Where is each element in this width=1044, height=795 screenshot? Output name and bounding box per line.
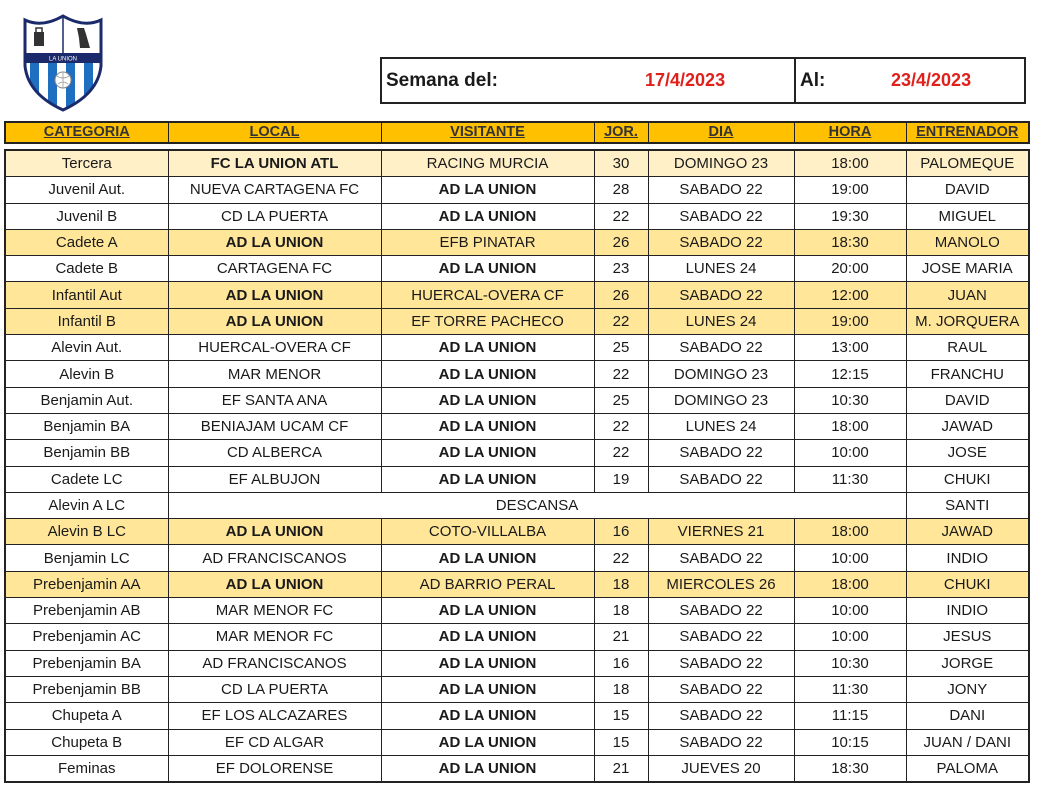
cell-jor: 22 <box>594 308 648 334</box>
cell-visitante: RACING MURCIA <box>381 150 594 177</box>
cell-dia: SABADO 22 <box>648 624 794 650</box>
cell-entrenador: CHUKI <box>906 571 1029 597</box>
cell-categoria: Infantil B <box>5 308 168 334</box>
cell-visitante: AD LA UNION <box>381 335 594 361</box>
cell-local: CD ALBERCA <box>168 440 381 466</box>
table-row <box>5 282 1029 308</box>
col-header-visitante: VISITANTE <box>381 122 594 143</box>
col-header-jor: JOR. <box>594 122 648 143</box>
cell-jor: 22 <box>594 440 648 466</box>
col-header-hora: HORA <box>794 122 906 143</box>
cell-local: NUEVA CARTAGENA FC <box>168 177 381 203</box>
cell-hora: 10:30 <box>794 387 906 413</box>
cell-entrenador: MANOLO <box>906 229 1029 255</box>
cell-jor: 21 <box>594 755 648 782</box>
cell-jor: 16 <box>594 519 648 545</box>
cell-visitante: AD LA UNION <box>381 755 594 782</box>
cell-visitante: AD LA UNION <box>381 387 594 413</box>
cell-entrenador: DAVID <box>906 177 1029 203</box>
cell-entrenador: JOSE MARIA <box>906 256 1029 282</box>
cell-categoria: Alevin A LC <box>5 492 168 518</box>
cell-local: MAR MENOR FC <box>168 598 381 624</box>
cell-dia: LUNES 24 <box>648 413 794 439</box>
cell-jor: 18 <box>594 598 648 624</box>
cell-visitante: AD LA UNION <box>381 177 594 203</box>
cell-dia: DOMINGO 23 <box>648 361 794 387</box>
col-header-local: LOCAL <box>168 122 381 143</box>
cell-categoria: Cadete A <box>5 229 168 255</box>
cell-hora: 10:15 <box>794 729 906 755</box>
cell-visitante: EFB PINATAR <box>381 229 594 255</box>
cell-jor: 26 <box>594 282 648 308</box>
cell-local: AD FRANCISCANOS <box>168 650 381 676</box>
table-row <box>5 703 1029 729</box>
cell-visitante: AD LA UNION <box>381 466 594 492</box>
cell-local: BENIAJAM UCAM CF <box>168 413 381 439</box>
cell-dia: SABADO 22 <box>648 466 794 492</box>
cell-visitante: AD LA UNION <box>381 676 594 702</box>
cell-local: AD FRANCISCANOS <box>168 545 381 571</box>
cell-visitante: COTO-VILLALBA <box>381 519 594 545</box>
col-header-entrenador: ENTRENADOR <box>906 122 1029 143</box>
cell-entrenador: JORGE <box>906 650 1029 676</box>
table-row <box>5 361 1029 387</box>
cell-categoria: Alevin B <box>5 361 168 387</box>
cell-visitante: AD LA UNION <box>381 413 594 439</box>
table-row <box>5 650 1029 676</box>
cell-hora: 18:30 <box>794 755 906 782</box>
cell-entrenador: DAVID <box>906 387 1029 413</box>
cell-jor: 18 <box>594 676 648 702</box>
cell-hora: 10:30 <box>794 650 906 676</box>
table-row <box>5 440 1029 466</box>
cell-categoria: Benjamin Aut. <box>5 387 168 413</box>
table-row <box>5 335 1029 361</box>
cell-categoria: Prebenjamin AB <box>5 598 168 624</box>
cell-dia: LUNES 24 <box>648 308 794 334</box>
cell-categoria: Prebenjamin AC <box>5 624 168 650</box>
cell-local: FC LA UNION ATL <box>168 150 381 177</box>
cell-hora: 19:00 <box>794 308 906 334</box>
cell-hora: 18:00 <box>794 413 906 439</box>
cell-dia: SABADO 22 <box>648 177 794 203</box>
cell-local: EF SANTA ANA <box>168 387 381 413</box>
table-row <box>5 624 1029 650</box>
cell-dia: DOMINGO 23 <box>648 387 794 413</box>
cell-visitante: AD LA UNION <box>381 598 594 624</box>
table-row <box>5 387 1029 413</box>
table-row <box>5 256 1029 282</box>
cell-dia: DOMINGO 23 <box>648 150 794 177</box>
cell-local: CD LA PUERTA <box>168 676 381 702</box>
cell-hora: 11:30 <box>794 466 906 492</box>
cell-jor: 28 <box>594 177 648 203</box>
cell-entrenador: JONY <box>906 676 1029 702</box>
cell-hora: 10:00 <box>794 598 906 624</box>
cell-hora: 19:00 <box>794 177 906 203</box>
cell-jor: 15 <box>594 729 648 755</box>
cell-jor: 22 <box>594 361 648 387</box>
table-row <box>5 308 1029 334</box>
cell-local: CD LA PUERTA <box>168 203 381 229</box>
cell-dia: SABADO 22 <box>648 703 794 729</box>
cell-jor: 22 <box>594 203 648 229</box>
cell-dia: SABADO 22 <box>648 203 794 229</box>
cell-dia: SABADO 22 <box>648 440 794 466</box>
cell-hora: 10:00 <box>794 440 906 466</box>
cell-dia: SABADO 22 <box>648 676 794 702</box>
cell-hora: 11:15 <box>794 703 906 729</box>
cell-local: MAR MENOR FC <box>168 624 381 650</box>
cell-visitante: AD LA UNION <box>381 729 594 755</box>
cell-categoria: Benjamin BB <box>5 440 168 466</box>
cell-jor: 25 <box>594 335 648 361</box>
cell-visitante: AD LA UNION <box>381 203 594 229</box>
cell-visitante: AD LA UNION <box>381 256 594 282</box>
table-row <box>5 492 1029 518</box>
cell-local: HUERCAL-OVERA CF <box>168 335 381 361</box>
header-row <box>5 122 1029 143</box>
cell-entrenador: JAWAD <box>906 519 1029 545</box>
cell-visitante: EF TORRE PACHECO <box>381 308 594 334</box>
cell-entrenador: FRANCHU <box>906 361 1029 387</box>
cell-dia: SABADO 22 <box>648 598 794 624</box>
cell-dia: SABADO 22 <box>648 282 794 308</box>
cell-entrenador: JUAN / DANI <box>906 729 1029 755</box>
week-to-date: 23/4/2023 <box>891 70 972 90</box>
cell-hora: 20:00 <box>794 256 906 282</box>
cell-entrenador: INDIO <box>906 598 1029 624</box>
cell-hora: 18:30 <box>794 229 906 255</box>
cell-entrenador: JAWAD <box>906 413 1029 439</box>
cell-hora: 13:00 <box>794 335 906 361</box>
table-row <box>5 150 1029 177</box>
table-row <box>5 519 1029 545</box>
cell-entrenador: SANTI <box>906 492 1029 518</box>
cell-hora: 12:15 <box>794 361 906 387</box>
cell-jor: 18 <box>594 571 648 597</box>
cell-jor: 22 <box>594 545 648 571</box>
cell-entrenador: M. JORQUERA <box>906 308 1029 334</box>
cell-categoria: Chupeta B <box>5 729 168 755</box>
cell-local: CARTAGENA FC <box>168 256 381 282</box>
table-row <box>5 571 1029 597</box>
cell-entrenador: RAUL <box>906 335 1029 361</box>
cell-jor: 19 <box>594 466 648 492</box>
cell-local: AD LA UNION <box>168 308 381 334</box>
table-row <box>5 466 1029 492</box>
col-header-categoria: CATEGORIA <box>5 122 168 143</box>
cell-jor: 30 <box>594 150 648 177</box>
table-row <box>5 545 1029 571</box>
cell-entrenador: CHUKI <box>906 466 1029 492</box>
cell-entrenador: PALOMEQUE <box>906 150 1029 177</box>
cell-local: AD LA UNION <box>168 282 381 308</box>
cell-categoria: Prebenjamin BA <box>5 650 168 676</box>
cell-jor: 22 <box>594 413 648 439</box>
table-row <box>5 755 1029 782</box>
cell-entrenador: JOSE <box>906 440 1029 466</box>
cell-visitante: AD LA UNION <box>381 440 594 466</box>
table-row <box>5 729 1029 755</box>
cell-hora: 18:00 <box>794 571 906 597</box>
cell-dia: VIERNES 21 <box>648 519 794 545</box>
cell-jor: 25 <box>594 387 648 413</box>
cell-hora: 11:30 <box>794 676 906 702</box>
cell-categoria: Prebenjamin BB <box>5 676 168 702</box>
table-row <box>5 203 1029 229</box>
cell-hora: 12:00 <box>794 282 906 308</box>
cell-categoria: Alevin Aut. <box>5 335 168 361</box>
week-from-label: Semana del: <box>386 69 498 91</box>
col-header-dia: DIA <box>648 122 794 143</box>
cell-dia: SABADO 22 <box>648 545 794 571</box>
cell-hora: 10:00 <box>794 624 906 650</box>
cell-categoria: Alevin B LC <box>5 519 168 545</box>
cell-categoria: Chupeta A <box>5 703 168 729</box>
cell-categoria: Tercera <box>5 150 168 177</box>
cell-categoria: Cadete B <box>5 256 168 282</box>
cell-entrenador: JESUS <box>906 624 1029 650</box>
week-from <box>382 59 796 102</box>
cell-entrenador: JUAN <box>906 282 1029 308</box>
cell-local: AD LA UNION <box>168 519 381 545</box>
cell-hora: 18:00 <box>794 150 906 177</box>
cell-visitante: AD LA UNION <box>381 545 594 571</box>
cell-local: EF DOLORENSE <box>168 755 381 782</box>
cell-categoria: Benjamin LC <box>5 545 168 571</box>
table-row <box>5 598 1029 624</box>
table-row <box>5 413 1029 439</box>
cell-local: AD LA UNION <box>168 229 381 255</box>
cell-categoria: Juvenil Aut. <box>5 177 168 203</box>
club-crest-icon <box>22 14 104 112</box>
cell-entrenador: MIGUEL <box>906 203 1029 229</box>
cell-categoria: Juvenil B <box>5 203 168 229</box>
cell-local: EF ALBUJON <box>168 466 381 492</box>
cell-descansa: DESCANSA <box>168 492 906 518</box>
cell-visitante: AD BARRIO PERAL <box>381 571 594 597</box>
cell-local: EF CD ALGAR <box>168 729 381 755</box>
cell-local: EF LOS ALCAZARES <box>168 703 381 729</box>
cell-jor: 26 <box>594 229 648 255</box>
cell-entrenador: PALOMA <box>906 755 1029 782</box>
cell-hora: 10:00 <box>794 545 906 571</box>
cell-visitante: AD LA UNION <box>381 624 594 650</box>
week-range-box <box>380 57 1026 104</box>
cell-visitante: AD LA UNION <box>381 703 594 729</box>
cell-entrenador: INDIO <box>906 545 1029 571</box>
cell-categoria: Benjamin BA <box>5 413 168 439</box>
week-from-date: 17/4/2023 <box>645 70 726 90</box>
cell-local: AD LA UNION <box>168 571 381 597</box>
week-to <box>796 59 1024 102</box>
cell-dia: SABADO 22 <box>648 729 794 755</box>
cell-categoria: Cadete LC <box>5 466 168 492</box>
spacer-row <box>5 143 1029 150</box>
cell-jor: 16 <box>594 650 648 676</box>
schedule-table <box>4 121 1030 783</box>
cell-dia: SABADO 22 <box>648 335 794 361</box>
cell-visitante: HUERCAL-OVERA CF <box>381 282 594 308</box>
cell-dia: MIERCOLES 26 <box>648 571 794 597</box>
table-row <box>5 177 1029 203</box>
cell-categoria: Feminas <box>5 755 168 782</box>
spacer-cell <box>5 143 1029 150</box>
svg-text:LA UNION: LA UNION <box>48 56 78 63</box>
cell-visitante: AD LA UNION <box>381 361 594 387</box>
cell-hora: 19:30 <box>794 203 906 229</box>
week-to-label: Al: <box>800 69 826 91</box>
cell-dia: SABADO 22 <box>648 229 794 255</box>
cell-dia: SABADO 22 <box>648 650 794 676</box>
table-row <box>5 229 1029 255</box>
cell-entrenador: DANI <box>906 703 1029 729</box>
cell-jor: 21 <box>594 624 648 650</box>
cell-dia: JUEVES 20 <box>648 755 794 782</box>
table-row <box>5 676 1029 702</box>
cell-jor: 15 <box>594 703 648 729</box>
cell-jor: 23 <box>594 256 648 282</box>
cell-dia: LUNES 24 <box>648 256 794 282</box>
cell-categoria: Infantil Aut <box>5 282 168 308</box>
cell-categoria: Prebenjamin AA <box>5 571 168 597</box>
cell-local: MAR MENOR <box>168 361 381 387</box>
cell-hora: 18:00 <box>794 519 906 545</box>
cell-visitante: AD LA UNION <box>381 650 594 676</box>
